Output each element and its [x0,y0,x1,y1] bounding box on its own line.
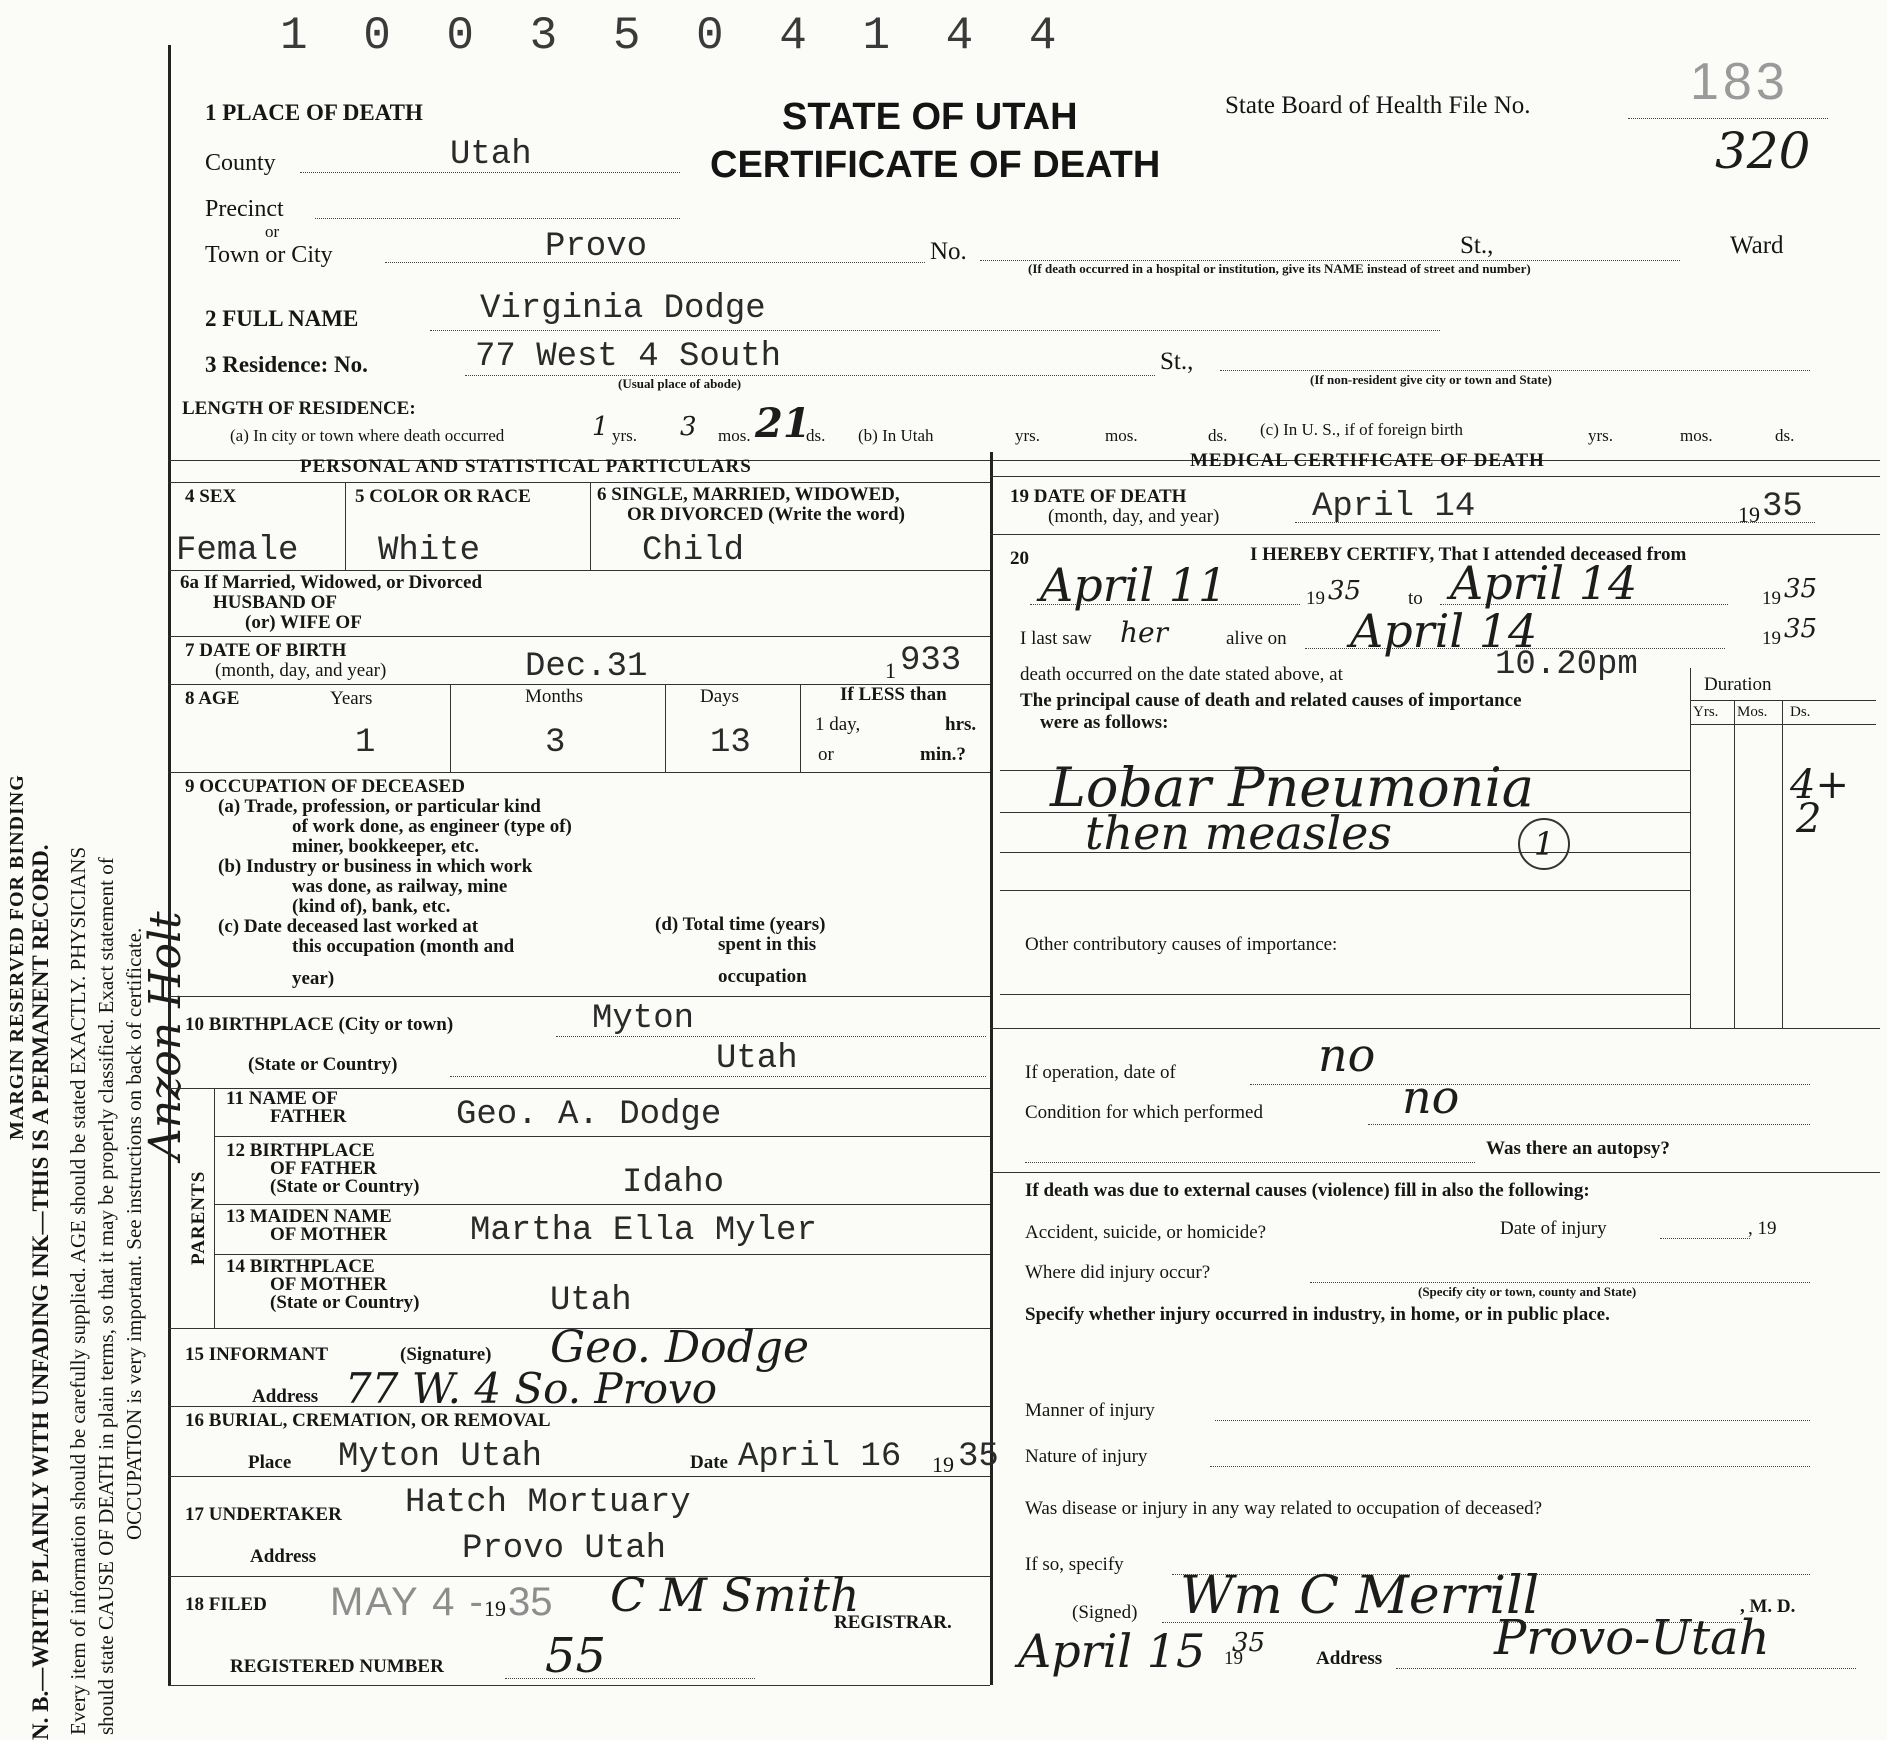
cause-label-1: The principal cause of death and related causes of importance [1020,690,1522,711]
registrar-signature: C M Smith [610,1568,860,1622]
accident-label: Accident, suicide, or homicide? [1025,1222,1267,1243]
last-saw-date: April 14 [1350,604,1538,658]
occupation-d-2: spent in this [718,934,817,955]
last-saw-pronoun: her [1120,616,1168,649]
father-name-label-2: FATHER [270,1106,347,1127]
informant-signature-label: (Signature) [400,1344,492,1365]
column-divider [990,452,993,1685]
father-birthplace-value: Idaho [622,1164,725,1202]
sex-label: 4 SEX [185,486,237,507]
serial-number: 1 0 0 3 5 0 4 1 4 4 [280,10,1071,62]
burial-label: 16 BURIAL, CREMATION, OR REMOVAL [185,1410,551,1431]
attended-from-value: April 11 [1040,558,1228,612]
occupation-d-3: occupation [718,966,807,987]
mother-name-label-2: OF MOTHER [270,1224,387,1245]
mother-name-label-1: 13 MAIDEN NAME [226,1206,392,1227]
residence-mos-label: mos. [718,426,751,445]
attended-to-year-prefix: 19 [1762,588,1781,609]
binding-margin-note: MARGIN RESERVED FOR BINDING [6,774,28,1140]
occupation-b-2: was done, as railway, mine [292,876,508,897]
occupation-d-1: (d) Total time (years) [655,914,826,935]
father-name-label-1: 11 NAME OF [226,1088,338,1109]
undertaker-address-label: Address [250,1546,317,1567]
personal-title-rule [168,482,990,483]
instructions-line-2: should state CAUSE OF DEATH in plain terms, so that it may be properly classified. Exact statement of [94,857,118,1735]
rule-after-sex [168,570,990,571]
last-saw-year: 35 [1784,614,1818,644]
mother-bp-label-1: 14 BIRTHPLACE [226,1256,375,1277]
where-injury-note: (Specify city or town, county and State) [1418,1284,1637,1299]
age-days-divider [800,684,801,772]
date-of-death-sublabel: (month, day, and year) [1048,506,1220,527]
occupation-b-1: (b) Industry or business in which work [218,856,533,877]
occupation-c-1: (c) Date deceased last worked at [218,916,479,937]
cause-line-4 [1000,890,1690,891]
age-days-label: Days [700,686,740,707]
town-no-label: No. [930,238,967,265]
hospital-note: (If death occurred in a hospital or institution, give its NAME instead of street and number) [1028,261,1531,276]
duration-months-label: Mos. [1737,704,1768,720]
burial-place-label: Place [248,1452,292,1473]
dob-year-value: 933 [900,642,962,680]
to-label: to [1408,588,1423,609]
mother-birthplace-value: Utah [550,1282,632,1320]
age-months-value: 3 [545,724,566,762]
burial-date-label: Date [690,1452,728,1473]
informant-address-label: Address [252,1386,319,1407]
abode-note: (Usual place of abode) [618,376,742,391]
duration-years-label: Yrs. [1693,704,1719,720]
precinct-label: Precinct [205,196,284,222]
spouse-label-1: 6a If Married, Widowed, or Divorced [180,572,483,593]
physician-address-value: Provo-Utah [1494,1610,1770,1666]
full-name-label: 2 FULL NAME [205,306,359,331]
residence-st-line [1220,370,1810,371]
death-time-value: 10.20pm [1495,646,1638,684]
form-bottom-border [168,1685,990,1686]
father-bp-label-2: OF FATHER [270,1158,377,1179]
signature-date: April 15 [1018,1624,1206,1678]
certify-label: I HEREBY CERTIFY, That I attended deceased from [1250,544,1687,565]
utah-yrs-label: yrs. [1015,426,1041,445]
age-label: 8 AGE [185,688,240,709]
one-day-label: 1 day, [815,714,861,735]
where-injury-line [1310,1282,1810,1283]
attended-from-year-prefix: 19 [1306,588,1325,609]
sex-race-divider [345,482,346,570]
less-than-label: If LESS than [840,684,947,705]
mother-bp-label-2: OF MOTHER [270,1274,387,1295]
age-days-value: 13 [710,724,751,762]
manner-of-injury-label: Manner of injury [1025,1400,1155,1421]
hrs-label: hrs. [945,714,977,735]
attended-to-year: 35 [1784,574,1818,604]
medical-section-title: MEDICAL CERTIFICATE OF DEATH [1190,450,1545,471]
file-no-stamp: 183 [1690,53,1789,111]
form-subtitle: CERTIFICATE OF DEATH [710,144,1161,186]
informant-label: 15 INFORMANT [185,1344,329,1365]
in-us-label: (c) In U. S., if of foreign birth [1260,420,1464,439]
autopsy-label: Was there an autopsy? [1486,1138,1670,1159]
alive-on-label: alive on [1226,628,1287,649]
cause-label-2: were as follows: [1040,712,1169,733]
rule-after-father [214,1136,990,1137]
duration-col-3 [1782,700,1783,1028]
md-label: , M. D. [1740,1596,1796,1617]
informant-signature: Geo. Dodge [550,1322,810,1373]
age-years-label: Years [330,688,373,709]
father-bp-label-1: 12 BIRTHPLACE [226,1140,375,1161]
injury-date-label: Date of injury [1500,1218,1607,1239]
rule-after-occupation [168,996,990,997]
informant-address-value: 77 W. 4 So. Provo [345,1364,718,1413]
death-time-label: death occurred on the date stated above, at [1020,664,1343,685]
race-marital-divider [590,482,591,570]
age-years-divider [450,684,451,772]
operation-line [1250,1084,1810,1085]
residence-label: 3 Residence: No. [205,352,368,377]
us-ds-label: ds. [1775,426,1795,445]
duration-days-label: Ds. [1790,704,1811,720]
burial-year-prefix: 19 [932,1452,954,1477]
instructions-line-1: Every item of information should be carefully supplied. AGE should be stated EXACTLY. PHYSICIANS [66,846,90,1735]
ward-label: Ward [1730,232,1784,259]
file-no-line [1628,118,1828,119]
residence-yrs-label: yrs. [612,426,638,445]
parents-label: PARENTS [188,1170,209,1265]
signature-year: 35 [1232,1628,1266,1658]
occupation-b-3: (kind of), bank, etc. [292,896,451,917]
condition-line [1368,1124,1810,1125]
duration-col-left [1690,668,1691,1028]
if-so-specify-label: If so, specify [1025,1554,1124,1575]
occupation-related-label: Was disease or injury in any way related to occupation of deceased? [1025,1498,1543,1519]
rule-after-mother [214,1254,990,1255]
undertaker-label: 17 UNDERTAKER [185,1504,342,1525]
in-utah-label: (b) In Utah [858,426,934,445]
residence-ds-label: ds. [806,426,826,445]
other-causes-label: Other contributory causes of importance: [1025,934,1338,955]
length-residence-label: LENGTH OF RESIDENCE: [182,398,416,419]
county-value: Utah [450,136,532,174]
duration-label: Duration [1704,674,1772,695]
rule-after-burial [168,1476,990,1477]
last-saw-year-prefix: 19 [1762,628,1781,649]
dob-label-1: 7 DATE OF BIRTH [185,640,347,661]
residence-city-label: (a) In city or town where death occurred [230,426,505,445]
rule-after-operation [990,1172,1880,1173]
attended-from-year: 35 [1328,576,1362,606]
primary-cause-duration: 4+ [1790,762,1849,808]
residence-value: 77 West 4 South [475,338,782,376]
external-causes-label: If death was due to external causes (violence) fill in also the following: [1025,1180,1590,1201]
secondary-cause-value: then measles [1085,806,1392,860]
residence-months-value: 3 [680,412,697,442]
medical-title-rule [990,476,1880,477]
operation-value: no [1318,1028,1376,1082]
rule-after-informant [168,1406,990,1407]
dob-value: Dec.31 [525,648,648,686]
rule-after-age [168,772,990,773]
last-saw-label: I last saw [1020,628,1092,649]
occupation-label: 9 OCCUPATION OF DECEASED [185,776,465,797]
nb-ink-warning: N. B.—WRITE PLAINLY WITH UNFADING INK—THIS IS A PERMANENT RECORD. [28,844,53,1740]
full-name-value: Virginia Dodge [480,290,766,328]
filed-date-stamp: MAY 4 - [330,1580,485,1624]
secondary-cause-duration: 2 [1796,796,1822,842]
town-st-label: St., [1460,232,1494,259]
min-label: min.? [920,744,966,765]
dob-label-2: (month, day, and year) [215,660,387,681]
registrar-label: REGISTRAR. [834,1612,952,1633]
place-of-death-label: 1 PLACE OF DEATH [205,100,423,125]
death-year-value: 35 [1762,488,1803,526]
signature-year-prefix: 19 [1224,1648,1243,1669]
age-months-label: Months [525,686,584,707]
spouse-label-3: (or) WIFE OF [245,612,362,633]
certify-number: 20 [1010,548,1029,569]
us-mos-label: mos. [1680,426,1713,445]
duration-col-2 [1734,700,1735,1028]
occupation-a-3: miner, bookkeeper, etc. [292,836,479,857]
burial-place-value: Myton Utah [338,1438,543,1476]
undertaker-value: Hatch Mortuary [405,1484,691,1522]
registered-number-label: REGISTERED NUMBER [230,1656,444,1677]
spouse-label-2: HUSBAND OF [213,592,338,613]
condition-value: no [1402,1070,1460,1124]
mother-bp-label-3: (State or Country) [270,1292,420,1313]
town-value: Provo [545,228,648,266]
father-name-value: Geo. A. Dodge [456,1096,722,1134]
utah-ds-label: ds. [1208,426,1228,445]
marital-label-1: 6 SINGLE, MARRIED, WIDOWED, [597,484,900,505]
duration-header-rule [1690,700,1876,701]
parents-bracket [214,1088,215,1328]
margin-signature: Anzon Holt [140,911,191,1160]
full-name-line [430,330,1440,331]
undertaker-address-value: Provo Utah [462,1530,667,1568]
form-left-border [168,45,171,1685]
injury-specify-label: Specify whether injury occurred in industry, in home, or in public place. [1025,1304,1610,1325]
father-bp-label-3: (State or Country) [270,1176,420,1197]
duration-sub-rule [1690,724,1876,725]
birthplace-state-value: Utah [716,1040,798,1078]
residence-st-label: St., [1160,348,1194,375]
mother-name-value: Martha Ella Myler [470,1212,817,1250]
nature-of-injury-label: Nature of injury [1025,1446,1148,1467]
attended-to-value: April 14 [1450,556,1638,610]
primary-cause-value: Lobar Pneumonia [1050,756,1534,819]
town-label: Town or City [205,242,333,268]
race-value: White [378,532,481,570]
occupation-c-2: this occupation (month and [292,936,515,957]
birthplace-label: 10 BIRTHPLACE (City or town) [185,1014,454,1035]
instructions-line-3: OCCUPATION is very important. See instructions on back of certificate. [122,927,146,1540]
burial-year-value: 35 [958,1438,999,1476]
precinct-line [315,218,680,219]
registered-number-line [505,1678,755,1679]
rule-after-undertaker [168,1576,990,1577]
age-years-value: 1 [355,724,376,762]
form-title: STATE OF UTAH [782,96,1078,138]
dob-year-prefix: 1 [885,658,896,683]
or-label: or [265,222,280,241]
race-label: 5 COLOR OR RACE [355,486,531,507]
nonresident-note: (If non-resident give city or town and State) [1310,372,1552,387]
age-months-divider [665,684,666,772]
sex-value: Female [176,532,299,570]
county-label: County [205,150,276,176]
or-min-label: or [818,744,834,765]
us-yrs-label: yrs. [1588,426,1614,445]
physician-address-line [1396,1668,1856,1669]
condition-line-2 [1025,1162,1475,1163]
file-no-handwritten: 320 [1715,122,1811,180]
birthplace-value: Myton [592,1000,695,1038]
date-of-death-label: 19 DATE OF DEATH [1010,486,1187,507]
marital-label-2: OR DIVORCED (Write the word) [627,504,905,525]
manner-line [1215,1420,1810,1421]
nature-line [1210,1466,1810,1467]
injury-year-prefix: , 19 [1748,1218,1777,1239]
rule-after-causes [990,1028,1880,1029]
operation-label: If operation, date of [1025,1062,1176,1083]
file-no-label: State Board of Health File No. [1225,92,1531,119]
rule-after-father-bp [214,1204,990,1205]
marital-value: Child [642,532,745,570]
personal-section-title: PERSONAL AND STATISTICAL PARTICULARS [300,456,752,477]
physician-signature: Wm C Merrill [1180,1566,1540,1626]
filed-year-prefix: 19 [484,1596,506,1621]
rule-after-spouse [168,636,990,637]
occupation-a-2: of work done, as engineer (type of) [292,816,572,837]
birthplace-state-label: (State or Country) [248,1054,398,1075]
utah-mos-label: mos. [1105,426,1138,445]
condition-label: Condition for which performed [1025,1102,1263,1123]
burial-date-value: April 16 [738,1438,902,1476]
signed-label: (Signed) [1072,1602,1138,1623]
physician-address-label: Address [1316,1648,1383,1669]
circled-cause-mark: 1 [1518,818,1570,870]
residence-days-value: 21 [755,400,811,447]
occupation-a-1: (a) Trade, profession, or particular kind [218,796,541,817]
where-injury-label: Where did injury occur? [1025,1262,1211,1283]
town-line [385,262,925,263]
other-causes-line-1 [1000,994,1690,995]
registered-number-value: 55 [545,1628,607,1684]
filed-year-stamp: 35 [508,1580,553,1624]
filed-label: 18 FILED [185,1594,267,1615]
residence-years-value: 1 [592,412,609,442]
occupation-c-3: year) [292,968,335,989]
date-of-death-value: April 14 [1312,488,1476,526]
injury-date-line [1660,1238,1750,1239]
rule-after-dod [990,534,1880,535]
death-year-prefix: 19 [1738,502,1760,527]
